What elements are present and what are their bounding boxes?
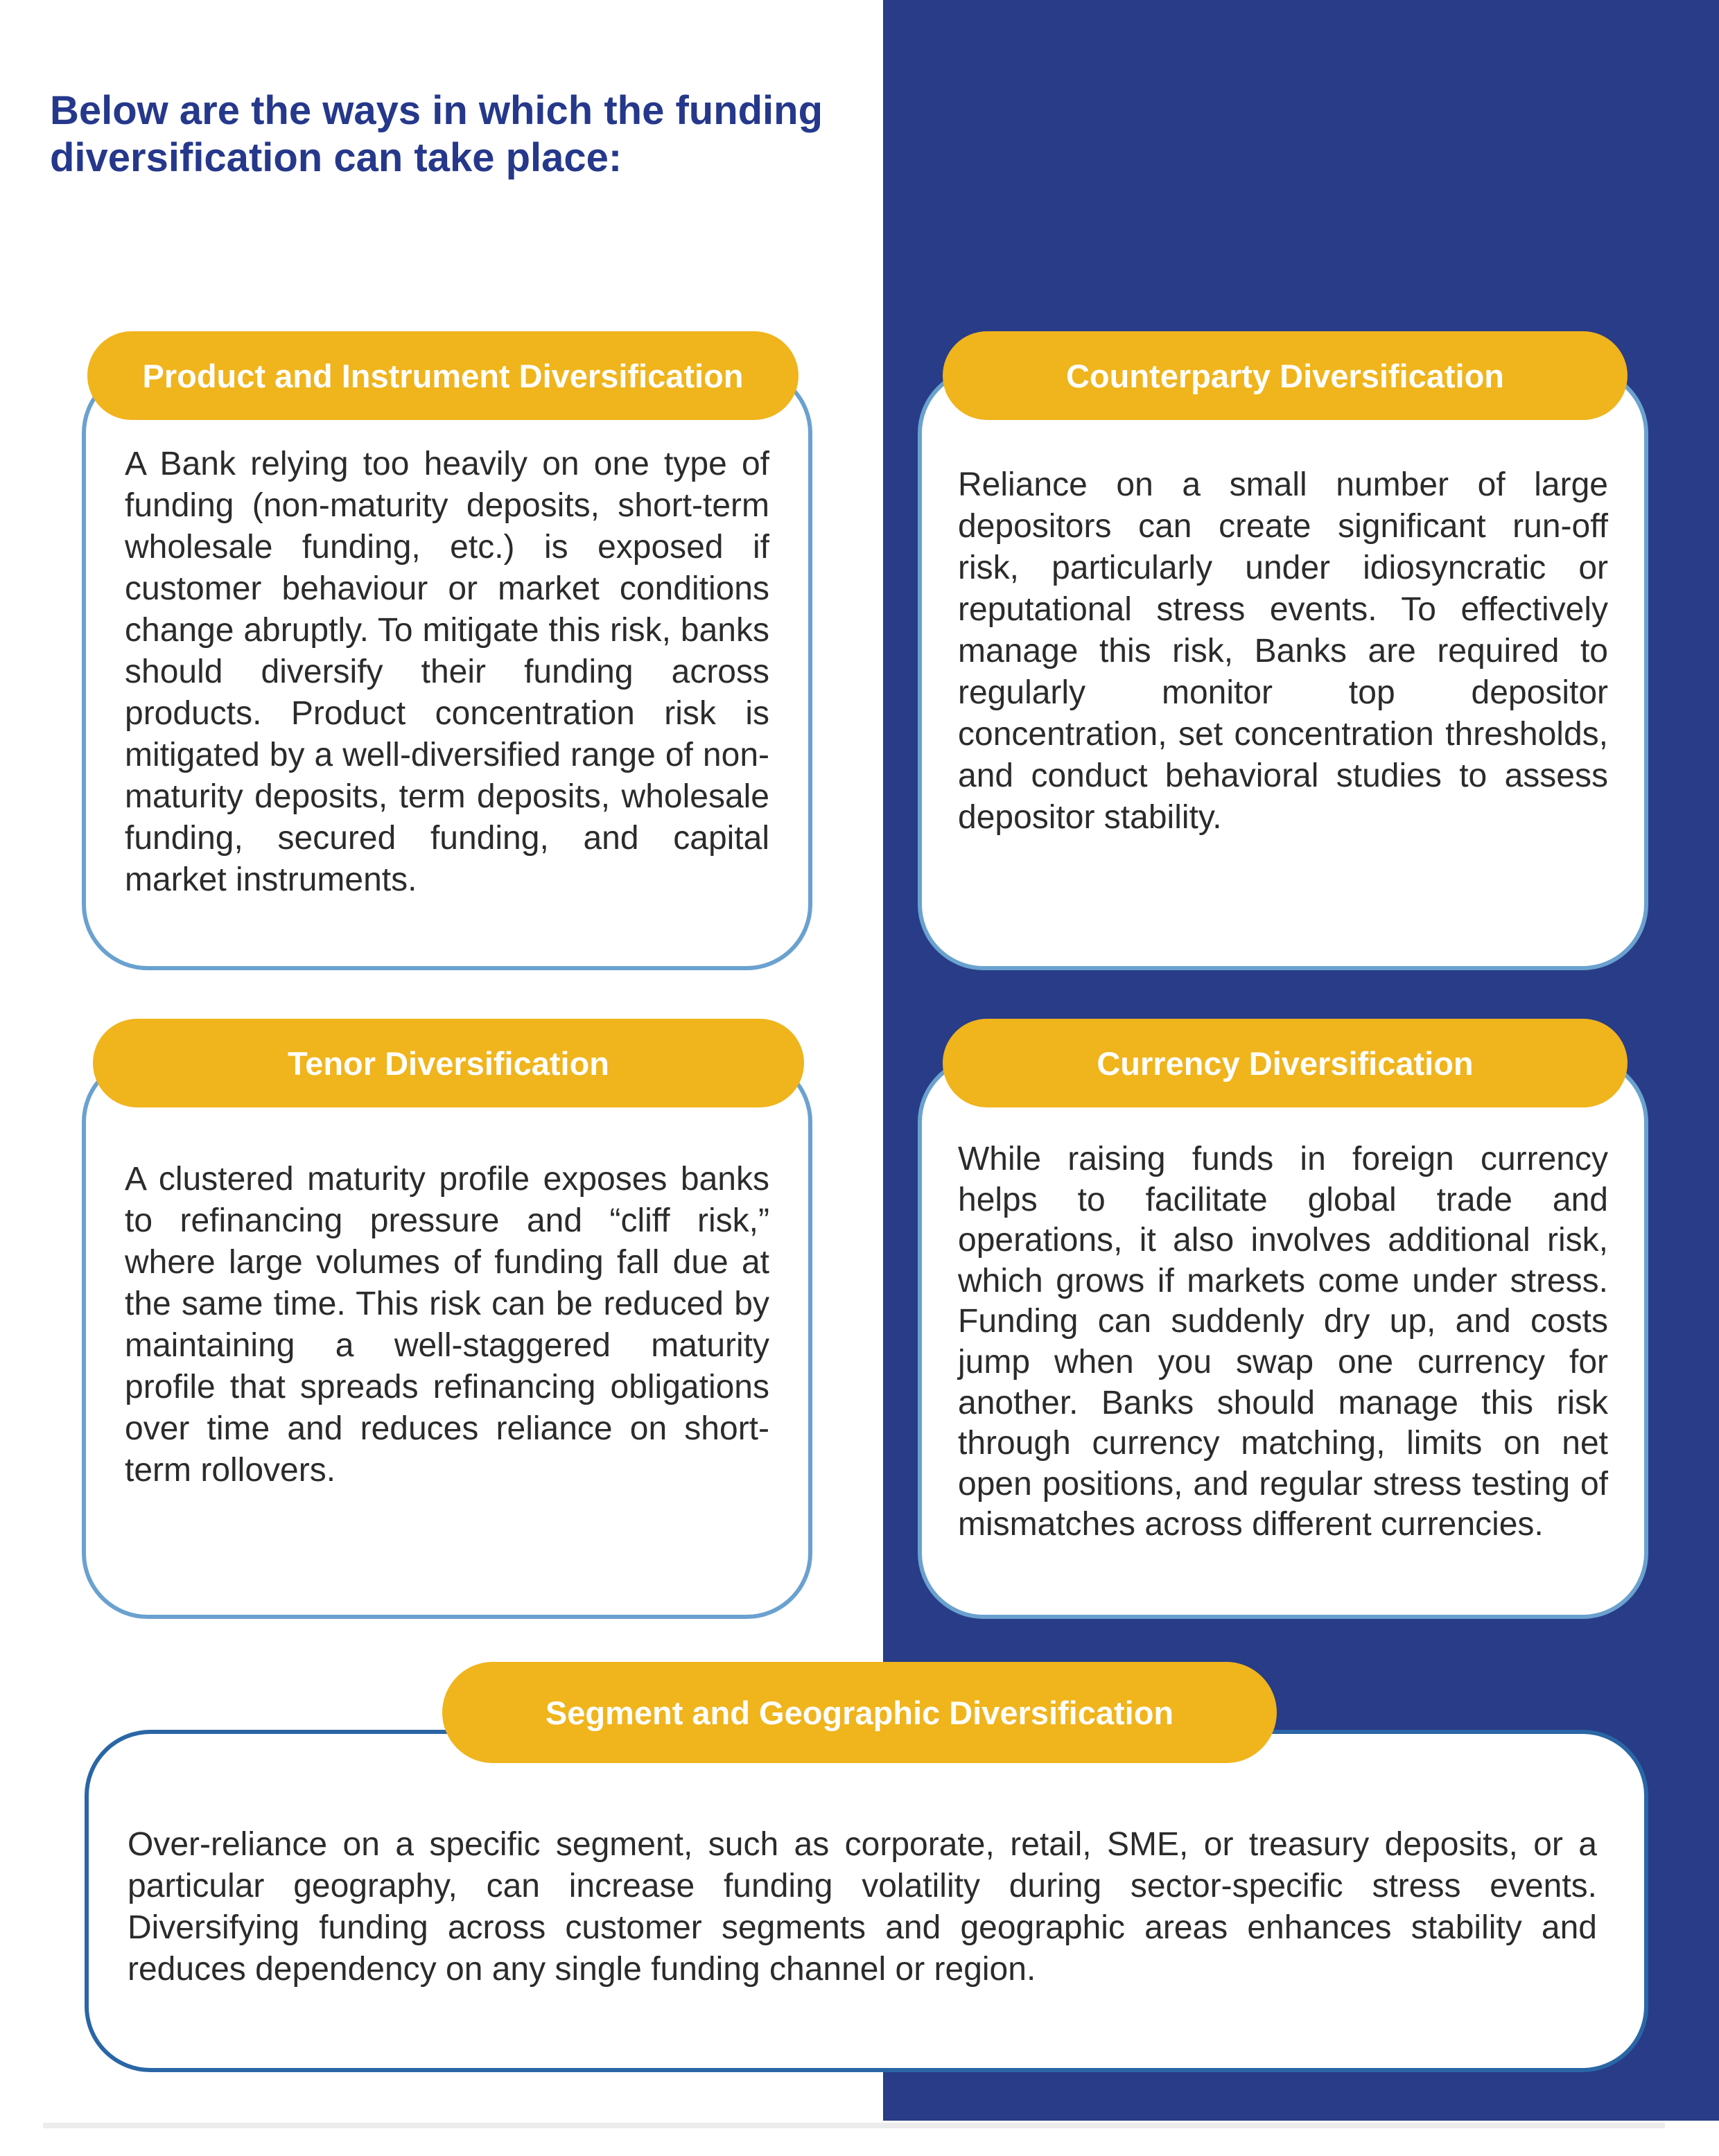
currency-card <box>918 1056 1648 1619</box>
segment-geographic-card <box>85 1730 1648 2072</box>
product-instrument-card <box>82 367 812 970</box>
counterparty-heading: Counterparty Diversification <box>943 331 1628 420</box>
counterparty-card <box>918 367 1648 970</box>
currency-text: While raising funds in foreign currency helps to facilitate global trade and operations, it also involves additional risk, which grows if markets come under stress. Funding can suddenly dry up, and costs jump when you swap one currency for another. Banks should manage this risk through currency matching, limits on net open positions, and regular stress testing of mismatches across different currencies. <box>958 1141 1608 1543</box>
segment-geographic-heading: Segment and Geographic Diversification <box>442 1662 1277 1763</box>
tenor-card <box>82 1056 812 1619</box>
bottom-divider <box>43 2123 1665 2128</box>
product-instrument-text: A Bank relying too heavily on one type of funding (non-maturity deposits, short-term wholesale funding, etc.) is exposed if customer behaviour or market conditions change abruptly. To mitigate this risk, banks should diversify their funding across products. Product concentration risk is mitigated by a well-diversified range of non-maturity deposits, term deposits, wholesale funding, secured funding, and capital market instruments. <box>125 446 769 898</box>
segment-geographic-text: Over-reliance on a specific segment, such as corporate, retail, SME, or treasury deposits, or a particular geography, can increase funding volatility during sector-specific stress events. Diversifying funding across customer segments and geographic areas enhances stability and reduces dependency on any single funding channel or region. <box>128 1826 1597 1988</box>
tenor-text: A clustered maturity profile exposes banks to refinancing pressure and “cliff risk,” where large volumes of funding fall due at the same time. This risk can be reduced by maintaining a well-staggered maturity profile that spreads refinancing obligations over time and reduces reliance on short-term rollovers. <box>125 1161 769 1489</box>
currency-heading: Currency Diversification <box>943 1019 1628 1107</box>
tenor-heading: Tenor Diversification <box>93 1019 804 1107</box>
page-title: Below are the ways in which the funding diversification can take place: <box>50 88 823 180</box>
counterparty-text: Reliance on a small number of large depositors can create significant run-off risk, particularly under idiosyncratic or reputational stress events. To effectively manage this risk, Banks are required to regularly monitor top depositor concentration, set concentration thresholds, and conduct behavioral studies to assess depositor stability. <box>958 466 1608 836</box>
product-instrument-heading: Product and Instrument Diversification <box>87 331 799 420</box>
